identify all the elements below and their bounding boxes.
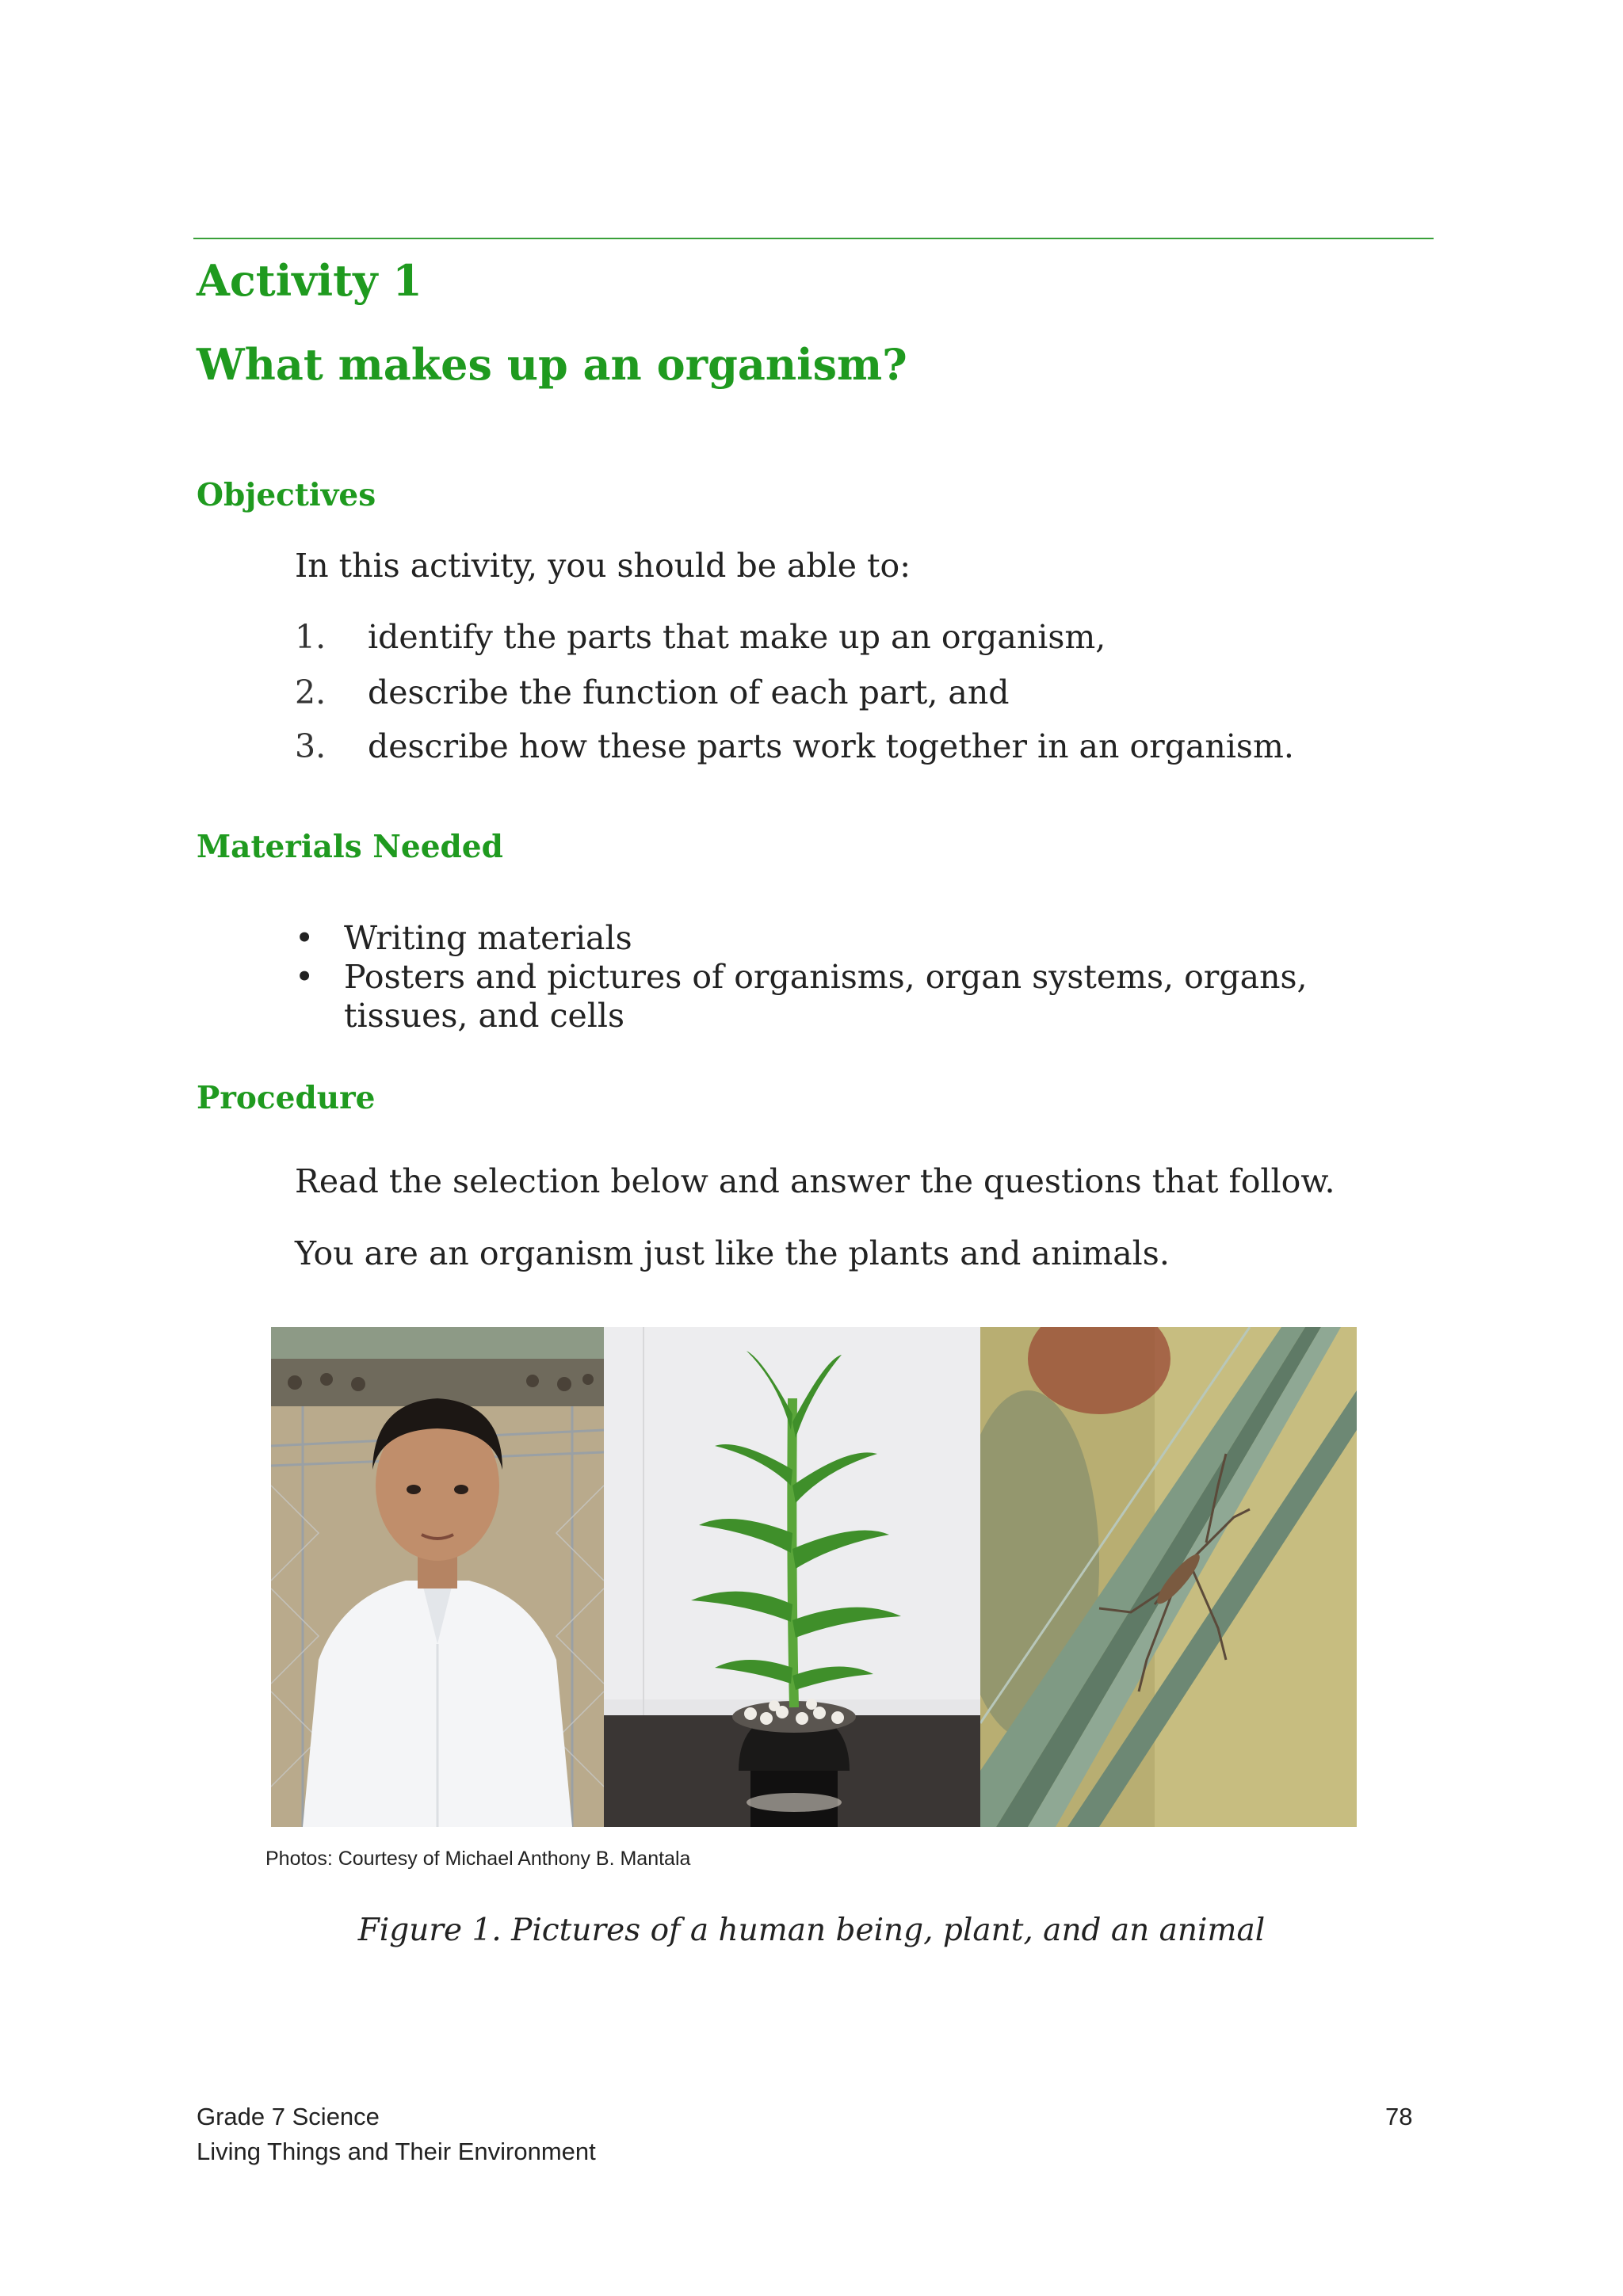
activity-title: Activity 1 <box>197 255 422 306</box>
photo-human-being <box>271 1327 604 1827</box>
objective-number: 2. <box>295 673 327 711</box>
page-number: 78 <box>1385 2103 1413 2130</box>
materials-item-text: Writing materials <box>344 919 632 957</box>
objective-item <box>295 673 1010 711</box>
objectives-intro: In this activity, you should be able to: <box>295 547 911 585</box>
objective-text: identify the parts that make up an organism, <box>368 618 1106 656</box>
bullet-icon: • <box>295 919 315 957</box>
activity-question: What makes up an organism? <box>197 339 907 390</box>
objective-number: 1. <box>295 618 327 656</box>
procedure-heading: Procedure <box>197 1080 376 1116</box>
footer-course: Grade 7 Science <box>197 2103 380 2130</box>
objective-number: 3. <box>295 727 327 765</box>
objective-text: describe how these parts work together in an organism. <box>368 727 1294 765</box>
footer-unit: Living Things and Their Environment <box>197 2138 596 2165</box>
photo-credit: Photos: Courtesy of Michael Anthony B. Mantala <box>265 1848 691 1870</box>
figure-photos <box>271 1327 1357 1827</box>
photo-animal <box>980 1327 1357 1827</box>
bullet-icon: • <box>295 958 315 996</box>
figure-caption: Figure 1. Pictures of a human being, plant, and an animal <box>357 1913 1266 1948</box>
materials-item <box>295 919 1436 958</box>
photo-plant <box>604 1327 980 1827</box>
procedure-instruction: Read the selection below and answer the questions that follow. <box>295 1162 1335 1200</box>
materials-item <box>295 958 1436 1035</box>
materials-list <box>295 919 1436 1035</box>
materials-item-text: Posters and pictures of organisms, organ systems, organs, tissues, and cells <box>344 958 1308 1035</box>
footer-course-info <box>197 2100 596 2169</box>
header-rule <box>193 238 1434 239</box>
objectives-heading: Objectives <box>197 477 376 513</box>
procedure-statement: You are an organism just like the plants and animals. <box>295 1234 1170 1272</box>
objective-item <box>295 727 1294 765</box>
objective-item <box>295 618 1106 656</box>
materials-heading: Materials Needed <box>197 829 503 865</box>
objective-text: describe the function of each part, and <box>368 673 1010 711</box>
